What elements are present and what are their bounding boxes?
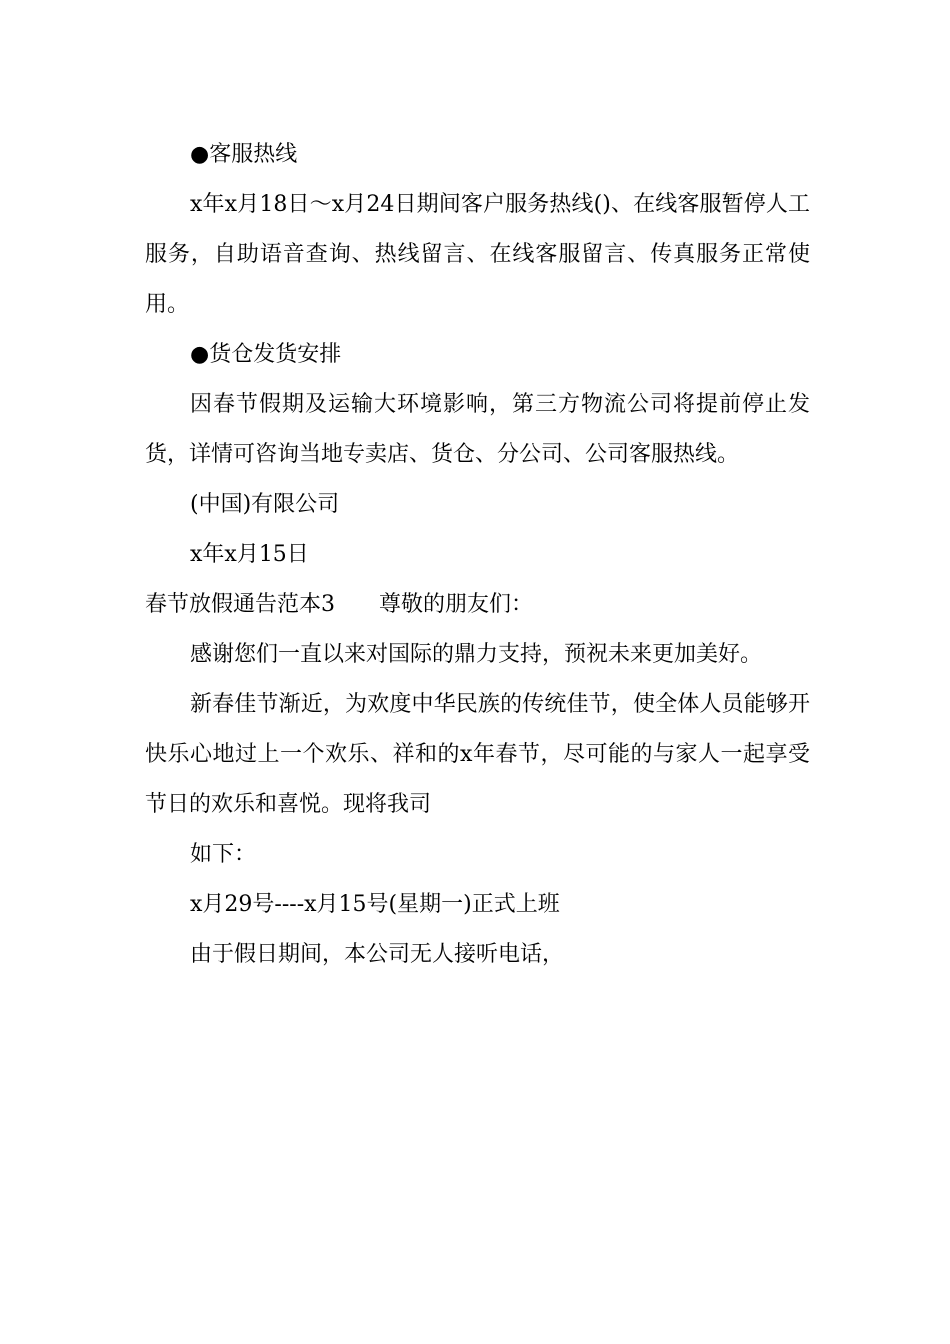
sample-title-line xyxy=(145,580,810,630)
document-body xyxy=(145,130,810,980)
phone-notice-paragraph: 由于假日期间，本公司无人接听电话， xyxy=(190,942,565,967)
salutation: 尊敬的朋友们： xyxy=(379,592,534,617)
thanks-paragraph: 感谢您们一直以来对国际的鼎力支持，预祝未来更加美好。 xyxy=(190,642,763,667)
spring-festival-paragraph: 新春佳节渐近，为欢度中华民族的传统佳节，使全体人员能够开快乐心地过上一个欢乐、祥和的x年春节，尽可能的与家人一起享受节日的欢乐和喜悦。现将我司 xyxy=(145,692,810,817)
notice-date: x年x月15日 xyxy=(190,542,309,567)
warehouse-paragraph: 因春节假期及运输大环境影响，第三方物流公司将提前停止发货，详情可咨询当地专卖店、货仓、分公司、公司客服热线。 xyxy=(145,392,810,467)
hotline-paragraph: x年x月18日～x月24日期间客户服务热线()、在线客服暂停人工服务，自助语音查询、热线留言、在线客服留言、传真服务正常使用。 xyxy=(145,192,810,317)
section-heading-hotline: ●客服热线 xyxy=(190,142,298,167)
holiday-schedule: x月29号----x月15号(星期一)正式上班 xyxy=(190,892,560,917)
section-heading-warehouse: ●货仓发货安排 xyxy=(190,342,342,367)
as-follows-line: 如下： xyxy=(190,842,257,867)
sample-title: 春节放假通告范本3 xyxy=(145,592,335,617)
company-name: (中国)有限公司 xyxy=(190,492,340,517)
